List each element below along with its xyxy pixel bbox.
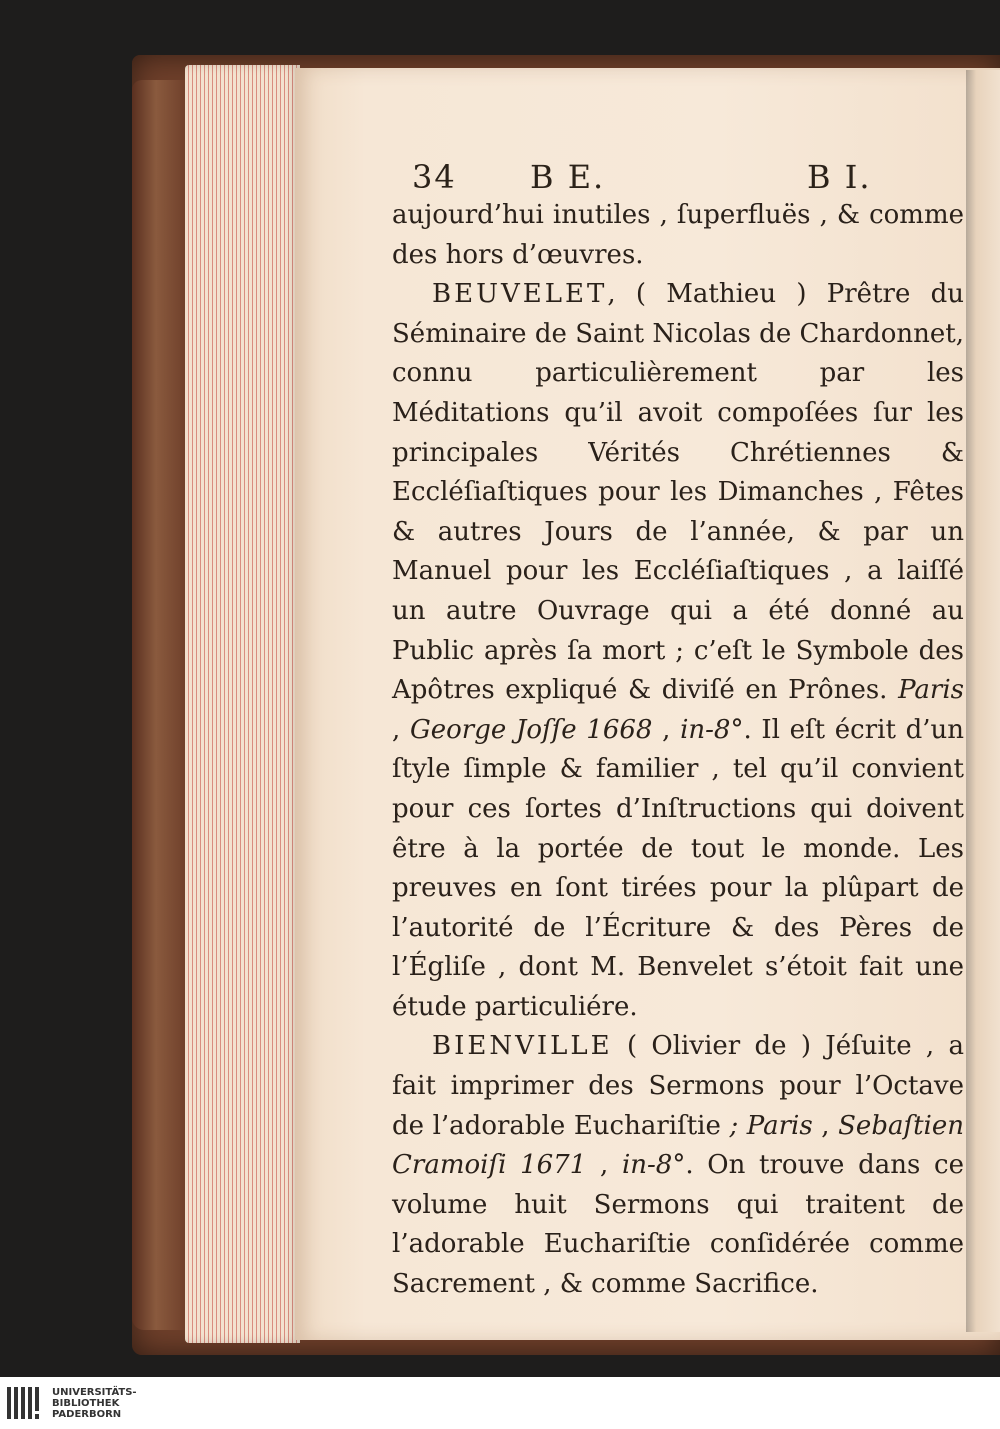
text-segment: aujourd’hui inutiles , ſuperfluës , & comme des hors d’œuvres. xyxy=(392,200,964,270)
entry-heading-bienville: BIENVILLE xyxy=(432,1031,613,1062)
library-logo-icon xyxy=(6,1383,46,1423)
text-segment: . Il eſt écrit d’un ſtyle ſimple & familier , tel qu’il convient pour ces ſortes d’Inſtructions qui doivent être à la portée de tout le monde. Les preuves en ſont tirées pour la plûpart de l’autorité de l’Écriture & des Pères de l’Égliſe , dont M. Benvelet s’étoit fait une étude particuliére. xyxy=(392,714,965,1022)
running-head-right: B I. xyxy=(807,158,872,196)
body-text xyxy=(392,196,964,1305)
text-segment-italic: Paris xyxy=(898,675,964,706)
text-segment: , xyxy=(652,714,681,745)
text-segment-italic: in-8° xyxy=(621,1150,686,1181)
text-segment-italic: George Joſſe 1668 xyxy=(409,714,653,745)
library-logo-text xyxy=(52,1387,137,1420)
text-segment-italic: Sebaſtien Cramoiſi 1671 xyxy=(392,1110,964,1181)
text-segment: , xyxy=(586,1150,622,1181)
running-head xyxy=(412,158,882,198)
logo-line: UNIVERSITÄTS- xyxy=(52,1386,137,1398)
logo-line: BIBLIOTHEK xyxy=(52,1397,120,1409)
footer-bar xyxy=(0,1377,1000,1429)
library-logo xyxy=(6,1382,146,1424)
entry-heading-beuvelet: BEUVELET xyxy=(432,279,608,310)
book-spine-edge xyxy=(132,80,192,1330)
page-gutter xyxy=(966,70,1000,1332)
text-segment: , xyxy=(812,1110,839,1141)
text-segment: . On trouve dans ce volume huit Sermons qui traitent de l’adorable Euchariſtie conſidérée comme Sacrement , & comme Sacrifice. xyxy=(392,1150,964,1300)
page-stack-edge xyxy=(185,65,300,1343)
text-segment-italic: in-8° xyxy=(680,714,744,745)
paragraph-bienville xyxy=(392,1027,964,1304)
page-number: 34 xyxy=(412,158,457,196)
text-segment: , xyxy=(392,714,410,745)
paragraph-continuation xyxy=(392,196,964,275)
text-segment-italic: ; Paris xyxy=(729,1110,813,1141)
text-segment: , ( Mathieu ) Prêtre du Séminaire de Saint Nicolas de Chardonnet, connu particulièrement par les Méditations qu’il avoit compoſées ſur les principales Vérités Chrétiennes & Eccléſiaſtiques pour les Dimanches , Fêtes & autres Jours de l’année, & par un Manuel pour les Eccléſiaſtiques , a laiſſé un autre Ouvrage qui a été donné au Public après ſa mort ; c’eſt le Symbole des Apôtres expliqué & diviſé en Prônes. xyxy=(392,279,964,706)
text-segment: ( Olivier de ) Jéſuite , a fait imprimer des Sermons pour l’Octave de l’adorable Euchariſtie xyxy=(392,1031,964,1141)
paragraph-beuvelet xyxy=(392,275,964,1027)
running-head-left: B E. xyxy=(530,158,606,196)
logo-line: PADERBORN xyxy=(52,1408,122,1420)
